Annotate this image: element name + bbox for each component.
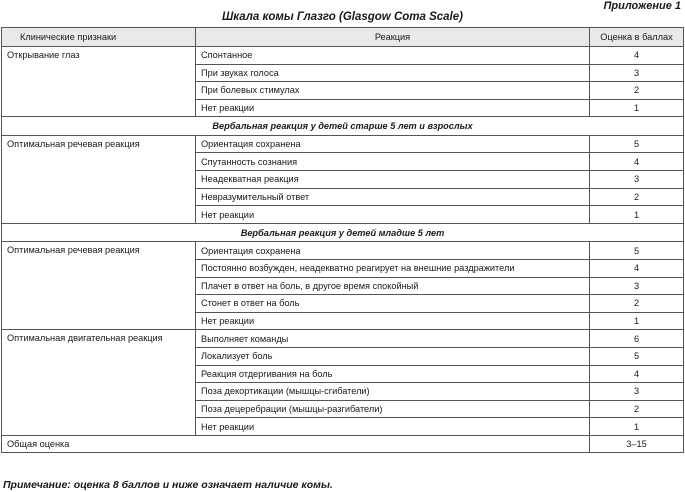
response-cell: Нет реакции: [196, 206, 590, 224]
response-cell: При болевых стимулах: [196, 82, 590, 100]
score-cell: 4: [590, 153, 684, 171]
header-row: [2, 28, 684, 47]
header-score: Оценка в баллах: [590, 28, 684, 47]
score-cell: 5: [590, 135, 684, 153]
response-cell: Нет реакции: [196, 312, 590, 330]
score-cell: 6: [590, 330, 684, 348]
header-clinical-signs: Клинические признаки: [2, 28, 196, 47]
verbal-children-sign: Оптимальная речевая реакция: [2, 242, 196, 330]
total-score: 3–15: [590, 435, 684, 453]
score-cell: 3: [590, 171, 684, 189]
response-cell: Спутанность сознания: [196, 153, 590, 171]
verbal-adults-sign: Оптимальная речевая реакция: [2, 135, 196, 223]
response-cell: Поза декортикации (мышцы-сгибатели): [196, 383, 590, 401]
response-cell: Спонтанное: [196, 47, 590, 65]
score-cell: 5: [590, 347, 684, 365]
score-cell: 2: [590, 400, 684, 418]
score-cell: 3: [590, 64, 684, 82]
response-cell: Стонет в ответ на боль: [196, 295, 590, 313]
score-cell: 5: [590, 242, 684, 260]
score-cell: 4: [590, 259, 684, 277]
section-title-verbal-adults: Вербальная реакция у детей старше 5 лет и взрослых: [2, 117, 684, 136]
total-row: [2, 435, 684, 453]
score-cell: 3: [590, 383, 684, 401]
total-label: Общая оценка: [2, 435, 590, 453]
table-row: [2, 242, 684, 260]
footnote: Примечание: оценка 8 баллов и ниже означает наличие комы.: [3, 479, 333, 491]
score-cell: 2: [590, 295, 684, 313]
score-cell: 1: [590, 206, 684, 224]
response-cell: Постоянно возбужден, неадекватно реагирует на внешние раздражители: [196, 259, 590, 277]
table-row: [2, 135, 684, 153]
response-cell: Ориентация сохранена: [196, 135, 590, 153]
response-cell: Нет реакции: [196, 99, 590, 117]
score-cell: 3: [590, 277, 684, 295]
response-cell: Нет реакции: [196, 418, 590, 436]
glasgow-coma-scale-table: [1, 27, 684, 453]
motor-sign: Оптимальная двигательная реакция: [2, 330, 196, 436]
score-cell: 2: [590, 188, 684, 206]
score-cell: 4: [590, 365, 684, 383]
section-title-verbal-children: Вербальная реакция у детей младше 5 лет: [2, 223, 684, 242]
eye-opening-sign: Открывание глаз: [2, 47, 196, 117]
response-cell: Выполняет команды: [196, 330, 590, 348]
response-cell: Ориентация сохранена: [196, 242, 590, 260]
response-cell: Локализует боль: [196, 347, 590, 365]
response-cell: Невразумительный ответ: [196, 188, 590, 206]
response-cell: При звуках голоса: [196, 64, 590, 82]
score-cell: 1: [590, 418, 684, 436]
header-response: Реакция: [196, 28, 590, 47]
score-cell: 4: [590, 47, 684, 65]
score-cell: 2: [590, 82, 684, 100]
response-cell: Реакция отдергивания на боль: [196, 365, 590, 383]
response-cell: Плачет в ответ на боль, в другое время спокойный: [196, 277, 590, 295]
response-cell: Поза децеребрации (мышцы-разгибатели): [196, 400, 590, 418]
score-cell: 1: [590, 99, 684, 117]
score-cell: 1: [590, 312, 684, 330]
response-cell: Неадекватная реакция: [196, 171, 590, 189]
table-title: Шкала комы Глазго (Glasgow Coma Scale): [222, 11, 463, 23]
section-row: [2, 223, 684, 242]
section-row: [2, 117, 684, 136]
appendix-label: Приложение 1: [603, 0, 681, 12]
table-row: [2, 47, 684, 65]
table-row: [2, 330, 684, 348]
